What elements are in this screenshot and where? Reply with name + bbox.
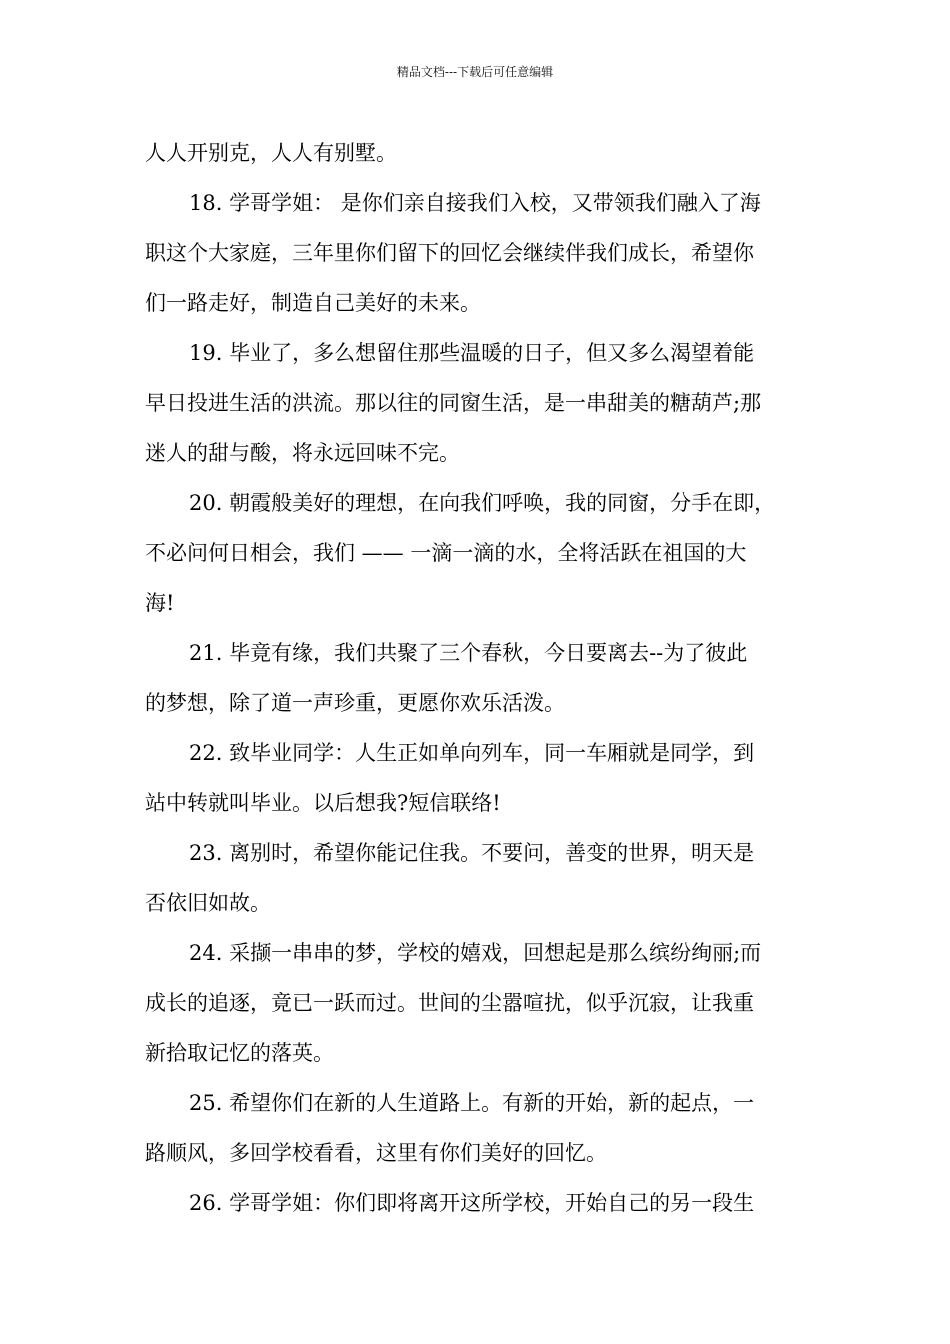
document-body [145, 128, 810, 1228]
text-line: 站中转就叫毕业。以后想我?短信联络! [145, 791, 501, 815]
text-line: 路顺风，多回学校看看，这里有你们美好的回忆。 [145, 1141, 607, 1165]
text-line: 不必问何日相会，我们 —— 一滴一滴的水，全将活跃在祖国的大 [145, 541, 747, 565]
paragraph-start-line: 23. 离别时，希望你能记住我。不要问，善变的世界，明天是 [189, 841, 755, 865]
text-line: 海! [145, 591, 175, 615]
text-line: 们一路走好，制造自己美好的未来。 [145, 291, 481, 315]
paragraph-start-line: 20. 朝霞般美好的理想，在向我们呼唤，我的同窗，分手在即， [189, 491, 776, 515]
text-line: 新拾取记忆的落英。 [145, 1041, 334, 1065]
text-line: 早日投进生活的洪流。那以往的同窗生活，是一串甜美的糖葫芦;那 [145, 391, 762, 415]
text-line: 否依旧如故。 [145, 891, 271, 915]
text-line: 成长的追逐，竟已一跃而过。世间的尘嚣喧扰，似乎沉寂，让我重 [145, 991, 754, 1015]
paragraph-start-line: 18. 学哥学姐： 是你们亲自接我们入校，又带领我们融入了海 [189, 191, 761, 215]
page-header: 精品文档---下载后可任意编辑 [396, 65, 554, 79]
paragraph-start-line: 21. 毕竟有缘，我们共聚了三个春秋，今日要离去--为了彼此 [189, 641, 748, 665]
text-line: 迷人的甜与酸，将永远回味不完。 [145, 441, 460, 465]
text-line: 的梦想，除了道一声珍重，更愿你欢乐活泼。 [145, 691, 565, 715]
paragraph-start-line: 24. 采撷一串串的梦，学校的嬉戏，回想起是那么缤纷绚丽;而 [189, 941, 762, 965]
paragraph-start-line: 19. 毕业了，多么想留住那些温暖的日子，但又多么渴望着能 [189, 341, 755, 365]
text-line: 人人开别克，人人有别墅。 [145, 141, 397, 165]
text-line: 职这个大家庭，三年里你们留下的回忆会继续伴我们成长，希望你 [145, 241, 754, 265]
paragraph-start-line: 26. 学哥学姐：你们即将离开这所学校，开始自己的另一段生 [189, 1191, 755, 1215]
paragraph-start-line: 22. 致毕业同学：人生正如单向列车，同一车厢就是同学，到 [189, 741, 755, 765]
paragraph-start-line: 25. 希望你们在新的人生道路上。有新的开始，新的起点，一 [189, 1091, 755, 1115]
